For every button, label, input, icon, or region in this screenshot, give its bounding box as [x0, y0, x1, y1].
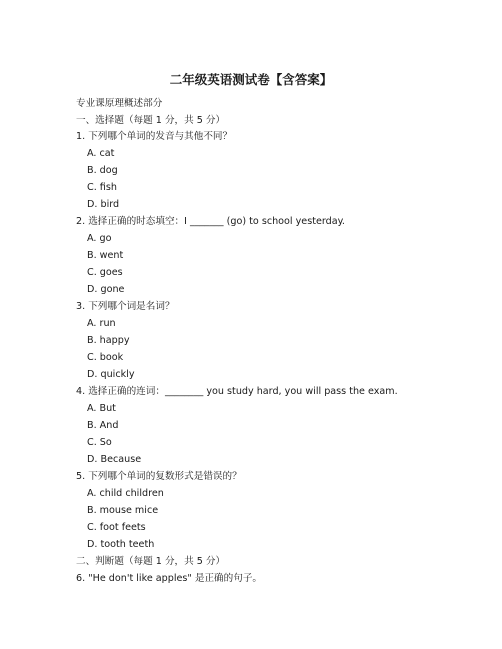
question-4-stem: 4. 选择正确的连词：________ you study hard, you will pass the exam. — [76, 386, 398, 397]
question-2-option-b: B. went — [87, 250, 124, 261]
question-1-stem: 1. 下列哪个单词的发音与其他不同？ — [76, 131, 233, 142]
question-1-option-a: A. cat — [87, 148, 115, 159]
question-1-option-b: B. dog — [87, 165, 118, 176]
question-2-option-c: C. goes — [87, 267, 123, 278]
question-6-stem: 6. "He don't like apples" 是正确的句子。 — [76, 573, 263, 584]
question-2-option-d: D. gone — [87, 284, 125, 295]
question-3-stem: 3. 下列哪个词是名词？ — [76, 301, 175, 312]
question-5-stem: 5. 下列哪个单词的复数形式是错误的？ — [76, 471, 242, 482]
question-4-option-d: D. Because — [87, 454, 142, 465]
question-3-option-c: C. book — [87, 352, 124, 363]
question-5-option-a: A. child children — [87, 488, 164, 499]
question-4-option-a: A. But — [87, 403, 116, 414]
question-1-option-c: C. fish — [87, 182, 117, 193]
question-4-option-b: B. And — [87, 420, 119, 431]
question-5-option-c: C. foot feets — [87, 522, 146, 533]
subtitle: 专业课原理概述部分 — [76, 98, 163, 109]
question-2-option-a: A. go — [87, 233, 112, 244]
question-4-option-c: C. So — [87, 437, 112, 448]
page-title: 二年级英语测试卷【含答案】 — [169, 72, 333, 87]
question-5-option-b: B. mouse mice — [87, 505, 159, 516]
section-2-heading: 二、判断题（每题 1 分，共 5 分） — [76, 556, 226, 567]
question-2-stem: 2. 选择正确的时态填空：I _______ (go) to school yesterday. — [76, 216, 345, 227]
question-1-option-d: D. bird — [87, 199, 120, 210]
question-3-option-d: D. quickly — [87, 369, 135, 380]
question-5-option-d: D. tooth teeth — [87, 539, 155, 550]
question-3-option-a: A. run — [87, 318, 116, 329]
question-3-option-b: B. happy — [87, 335, 130, 346]
section-1-heading: 一、选择题（每题 1 分，共 5 分） — [76, 115, 226, 126]
